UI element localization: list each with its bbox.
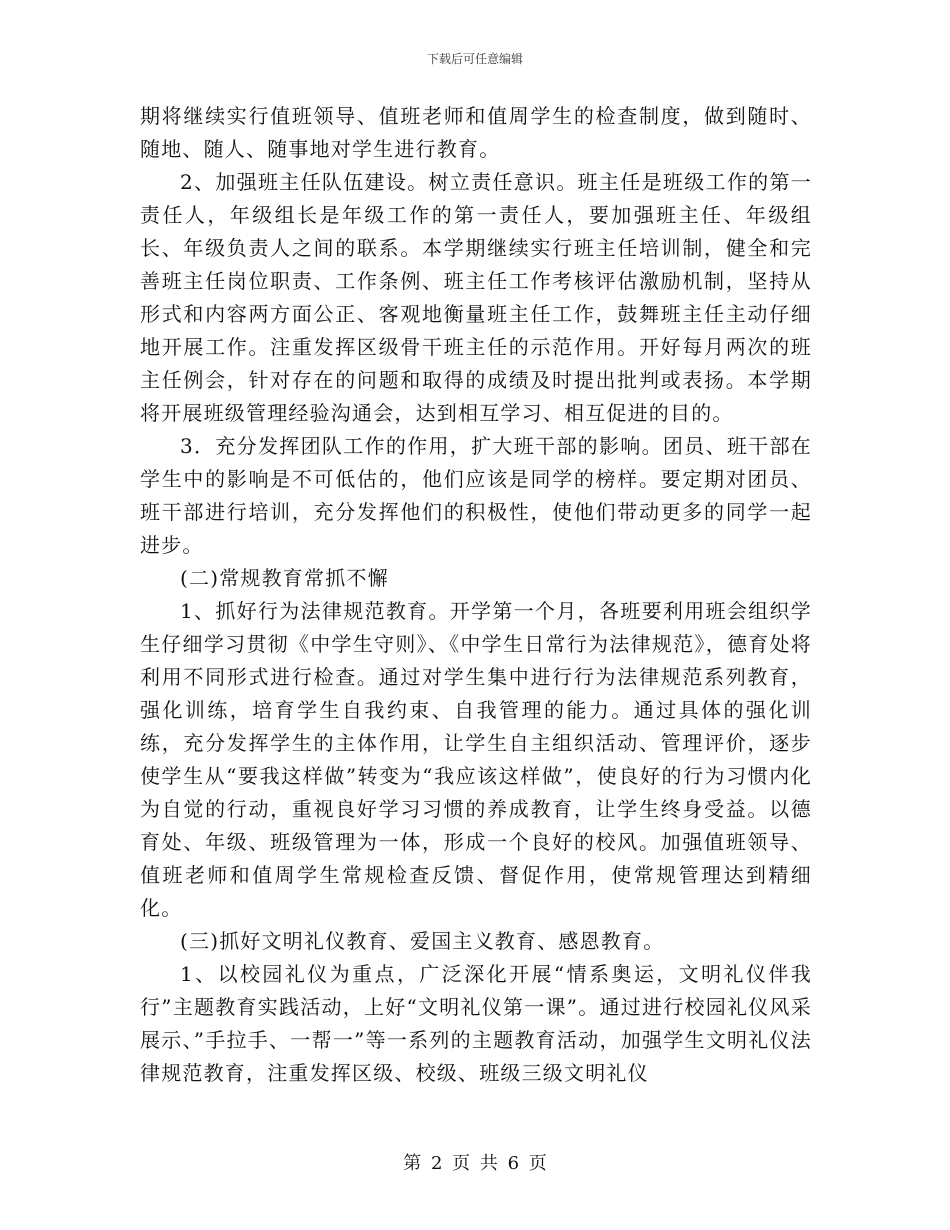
paragraph-continuation: 期将继续实行值班领导、值班老师和值周学生的检查制度，做到随时、随地、随人、随事地对学生进行教育。	[140, 104, 812, 161]
page-header: 下载后可任意编辑	[426, 52, 523, 66]
page-number: 第 2 页 共 6 页	[403, 1153, 547, 1174]
paragraph-behavior-norms: 1、抓好行为法律规范教育。开学第一个月，各班要利用班会组织学生仔细学习贯彻《中学生守则》、《中学生日常行为法律规范》，德育处将利用不同形式进行检查。通过对学生集中进行行为法律规范系列教育，强化训练，培育学生自我约束、自我管理的能力。通过具体的强化训练，充分发挥学生的主体作用，让学生自主组织活动、管理评价，逐步使学生从“要我这样做”转变为“我应该这样做”，使良好的行为习惯内化为自觉的行动，重视良好学习习惯的养成教育，让学生终身受益。以德育处、年级、班级管理为一体，形成一个良好的校风。加强值班领导、值班老师和值周学生常规检查反馈、督促作用，使常规管理达到精细化。	[140, 599, 812, 920]
section-heading-etiquette-education: (三)抓好文明礼仪教育、爱国主义教育、感恩教育。	[180, 929, 665, 953]
paragraph-league-work: 3．充分发挥团队工作的作用，扩大班干部的影响。团员、班干部在学生中的影响是不可低估的，他们应该是同学的榜样。要定期对团员、班干部进行培训，充分发挥他们的积极性，使他们带动更多的同学一起进步。	[140, 434, 812, 557]
document-body	[140, 100, 812, 1090]
paragraph-class-teacher-team: 2、加强班主任队伍建设。树立责任意识。班主任是班级工作的第一责任人，年级组长是年级工作的第一责任人，要加强班主任、年级组长、年级负责人之间的联系。本学期继续实行班主任培训制，健全和完善班主任岗位职责、工作条例、班主任工作考核评估激励机制，坚持从形式和内容两方面公正、客观地衡量班主任工作，鼓舞班主任主动仔细地开展工作。注重发挥区级骨干班主任的示范作用。开好每月两次的班主任例会，针对存在的问题和取得的成绩及时提出批判或表扬。本学期将开展班级管理经验沟通会，达到相互学习、相互促进的目的。	[140, 170, 812, 425]
paragraph-campus-etiquette: 1、以校园礼仪为重点，广泛深化开展“情系奥运，文明礼仪伴我行”主题教育实践活动，上好“文明礼仪第一课”。通过进行校园礼仪风采展示、”手拉手、一帮一”等一系列的主题教育活动，加强学生文明礼仪法律规范教育，注重发挥区级、校级、班级三级文明礼仪	[140, 962, 812, 1085]
section-heading-routine-education: (二)常规教育常抓不懈	[180, 566, 389, 590]
